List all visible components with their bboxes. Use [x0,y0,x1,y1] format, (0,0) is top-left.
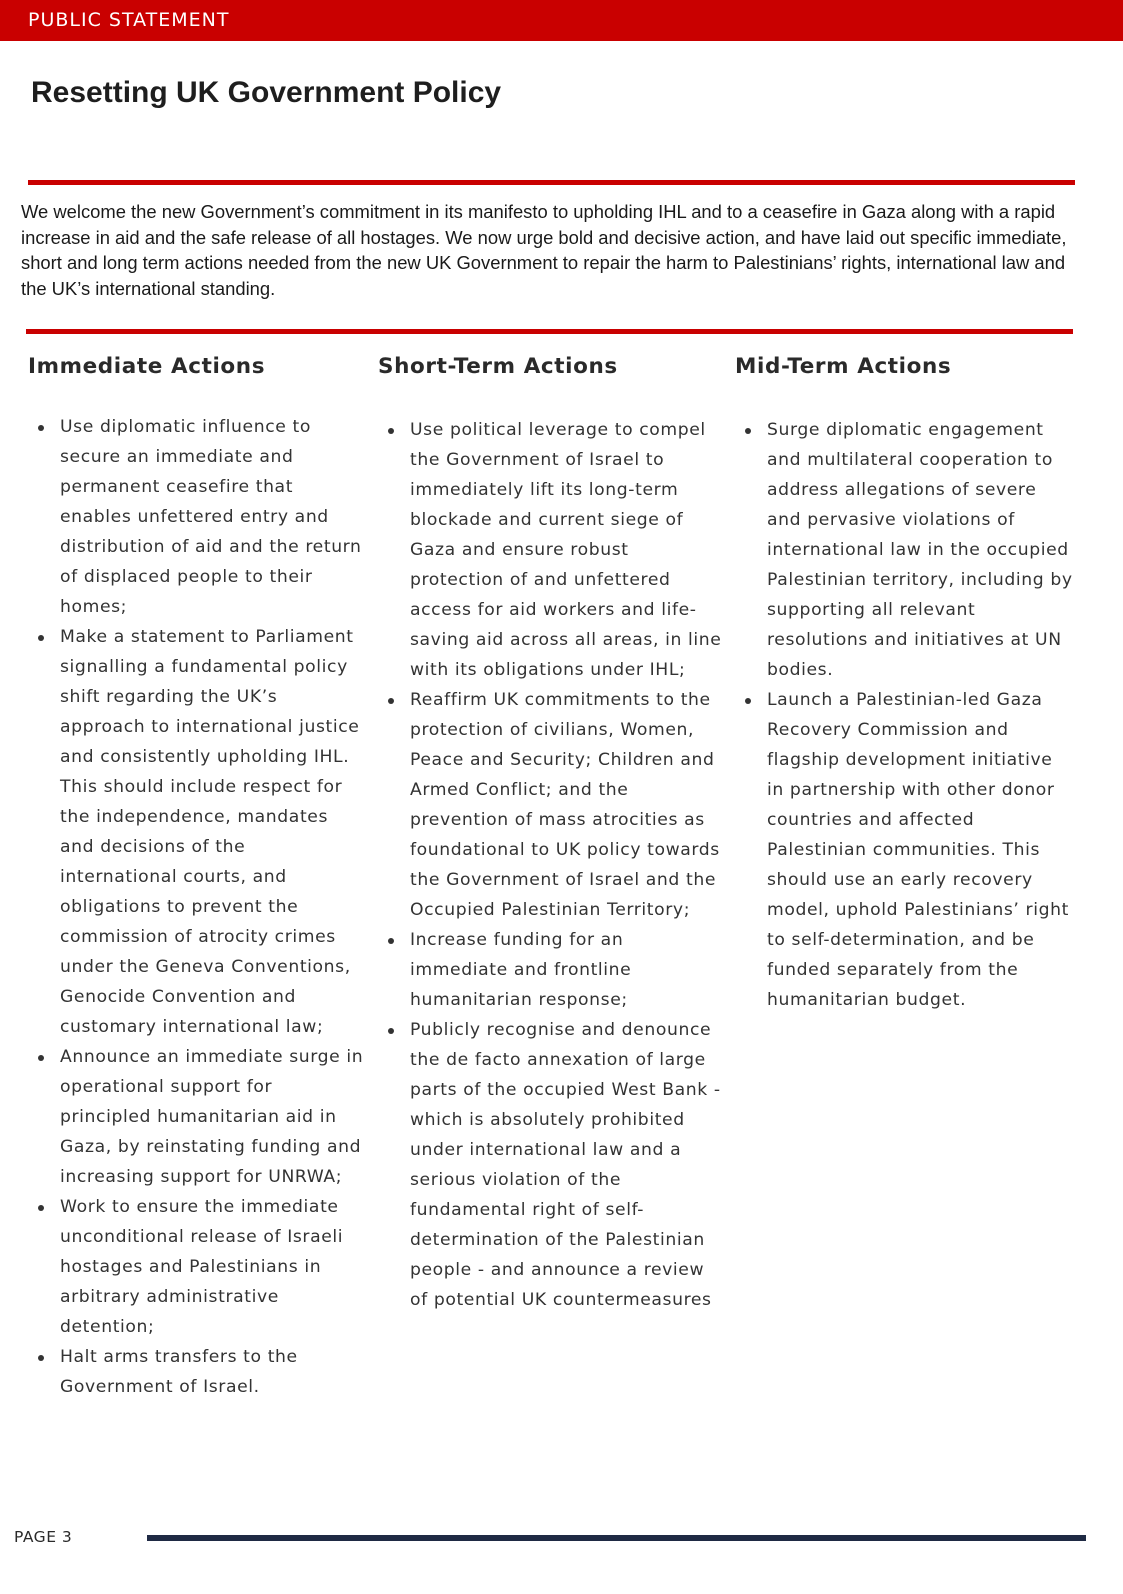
bullet-icon [388,698,394,704]
list-item-text: Halt arms transfers to the Government of Israel. [60,1347,298,1397]
list-item-text: Use diplomatic influence to secure an immediate and permanent ceasefire that enables unfettered entry and distribution of aid and the return of displaced people to their homes; [60,417,362,617]
list-item [382,685,727,925]
immediate-actions-column [28,350,364,1397]
list-item [32,622,367,1042]
list-item-text: Use political leverage to compel the Government of Israel to immediately lift its long-term blockade and current siege of Gaza and ensure robust protection of and unfettered access for aid workers and life-saving aid across all areas, in line with its obligations under IHL; [410,420,722,680]
list-item [382,925,727,1015]
list-item [32,1342,367,1402]
list-item-text: Make a statement to Parliament signalling a fundamental policy shift regarding the UK’s approach to international justice and consistently upholding IHL. This should include respect for the independence, mandates and decisions of the international courts, and obligations to prevent the commission of atrocity crimes under the Geneva Conventions, Genocide Convention and customary international law; [60,627,360,1037]
list-item [739,415,1074,685]
mid-term-actions-heading: Mid-Term Actions [735,354,952,379]
list-item-text: Publicly recognise and denounce the de facto annexation of large parts of the occupied West Bank - which is absolutely prohibited under international law and a serious violation of the fundamental right of self-determination of the Palestinian people - and announce a review of potential UK countermeasures [410,1020,721,1310]
bullet-icon [38,1355,44,1361]
header-banner [0,0,1123,41]
bullet-icon [38,1205,44,1211]
mid-term-actions-list [739,415,1074,1015]
banner-label: PUBLIC STATEMENT [28,9,230,31]
mid-divider [26,329,1073,334]
bullet-icon [38,635,44,641]
list-item [739,685,1074,1015]
bullet-icon [745,698,751,704]
list-item-text: Increase funding for an immediate and frontline humanitarian response; [410,930,632,1010]
list-item-text: Reaffirm UK commitments to the protection of civilians, Women, Peace and Security; Children and Armed Conflict; and the prevention of mass atrocities as foundational to UK policy towards the Government of Israel and the Occupied Palestinian Territory; [410,690,720,920]
intro-paragraph: We welcome the new Government’s commitment in its manifesto to upholding IHL and to a ceasefire in Gaza along with a rapid increase in aid and the safe release of all hostages. We now urge bold and decisive action, and have laid out specific immediate, short and long term actions needed from the new UK Government to repair the harm to Palestinians’ rights, international law and the UK’s international standing. [21,201,1067,299]
bullet-icon [388,938,394,944]
page-title: Resetting UK Government Policy [31,76,502,109]
bullet-icon [38,1055,44,1061]
list-item [32,1042,367,1192]
mid-term-actions-column [735,350,1073,1010]
list-item-text: Surge diplomatic engagement and multilateral cooperation to address allegations of severe and pervasive violations of international law in the occupied Palestinian territory, including by supporting all relevant resolutions and initiatives at UN bodies. [767,420,1073,680]
immediate-actions-heading: Immediate Actions [28,354,266,379]
bullet-icon [745,428,751,434]
immediate-actions-list [32,412,367,1402]
list-item [382,1015,727,1315]
list-item [32,1192,367,1342]
short-term-actions-column [378,350,723,1310]
list-item-text: Work to ensure the immediate unconditional release of Israeli hostages and Palestinians in arbitrary administrative detention; [60,1197,344,1337]
short-term-actions-list [382,415,727,1315]
page-number: PAGE 3 [14,1528,73,1546]
list-item [382,415,727,685]
bullet-icon [388,1028,394,1034]
bullet-icon [38,425,44,431]
list-item-text: Announce an immediate surge in operational support for principled humanitarian aid in Gaza, by reinstating funding and increasing support for UNRWA; [60,1047,364,1187]
footer-divider [147,1535,1086,1541]
top-divider [28,180,1075,185]
bullet-icon [388,428,394,434]
list-item [32,412,367,622]
short-term-actions-heading: Short-Term Actions [378,354,618,379]
list-item-text: Launch a Palestinian-led Gaza Recovery Commission and flagship development initiative in partnership with other donor countries and affected Palestinian communities. This should use an early recovery model, uphold Palestinians’ right to self-determination, and be funded separately from the humanitarian budget. [767,690,1069,1010]
